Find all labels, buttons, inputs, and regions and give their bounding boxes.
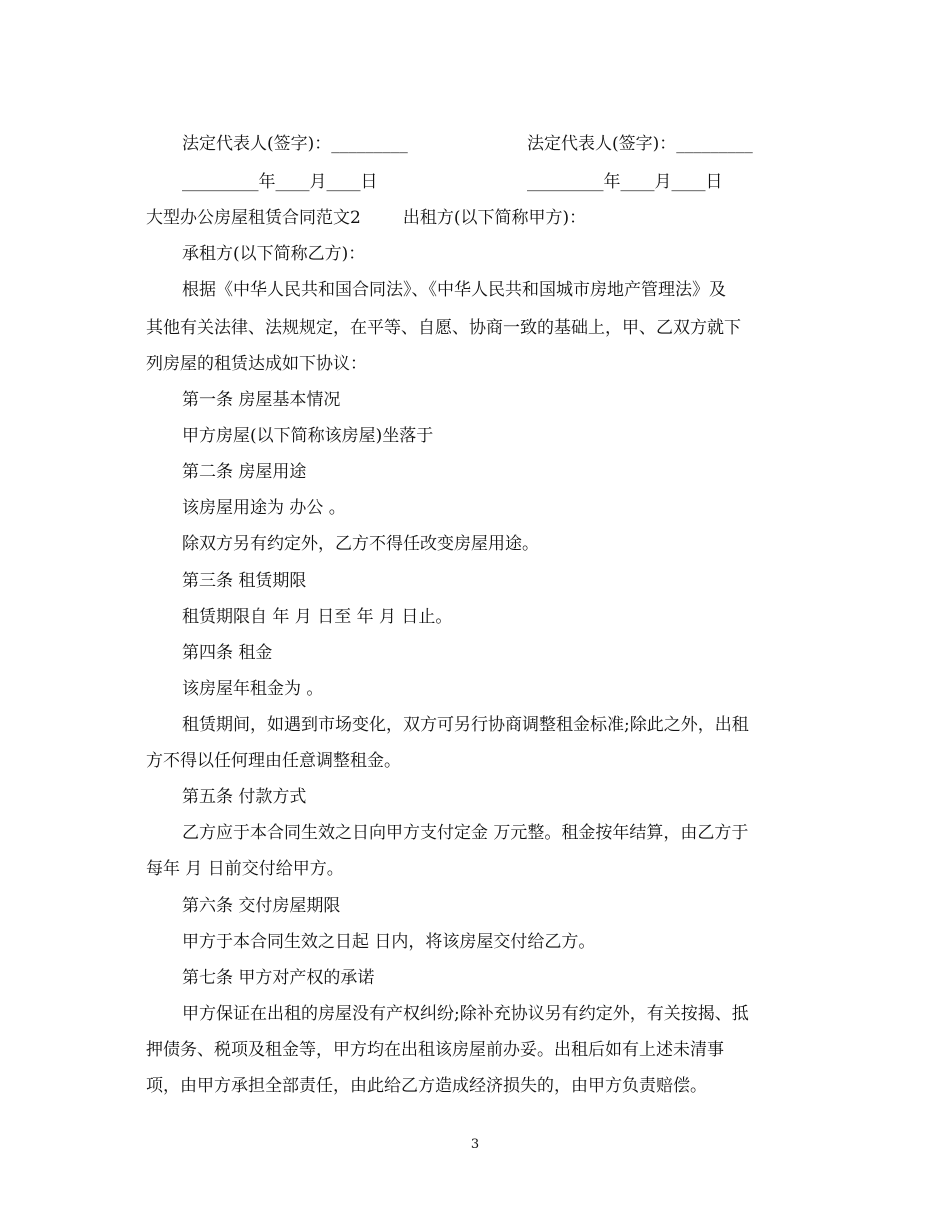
article-7-text-2: 押债务、税项及租金等，甲方均在出租该房屋前办妥。出租后如有上述未清事	[146, 1040, 724, 1060]
article-3-heading: 第三条 租赁期限	[182, 571, 307, 591]
article-1-text: 甲方房屋(以下简称该房屋)坐落于	[182, 426, 434, 446]
article-4-text-2: 租赁期间，如遇到市场变化，双方可另行协商调整租金标准;除此之外，出租	[182, 715, 749, 735]
preamble-line-2: 其他有关法律、法规规定，在平等、自愿、协商一致的基础上，甲、乙双方就下	[146, 318, 741, 338]
left-legal-representative-signature: 法定代表人(签字)：_________	[182, 134, 408, 154]
contract-heading-line	[146, 207, 810, 229]
article-5-text-2: 每年 月 日前交付给甲方。	[146, 859, 344, 879]
page-number: 3	[470, 1137, 480, 1152]
right-signature-date: _________年____月____日	[527, 172, 723, 192]
article-1-heading: 第一条 房屋基本情况	[182, 390, 341, 410]
lessee-label: 承租方(以下简称乙方)：	[182, 244, 366, 264]
right-legal-representative-signature: 法定代表人(签字)：_________	[527, 134, 753, 154]
preamble-line-3: 列房屋的租赁达成如下协议：	[146, 354, 367, 374]
preamble-line-1: 根据《中华人民共和国合同法》、《中华人民共和国城市房地产管理法》及	[182, 280, 726, 300]
article-7-text-1: 甲方保证在出租的房屋没有产权纠纷;除补充协议另有约定外，有关按揭、抵	[182, 1004, 749, 1024]
contract-title: 大型办公房屋租赁合同范文2	[146, 208, 361, 228]
article-4-text-1: 该房屋年租金为 。	[182, 679, 324, 699]
article-7-text-3: 项，由甲方承担全部责任，由此给乙方造成经济损失的，由甲方负责赔偿。	[146, 1076, 707, 1096]
article-4-heading: 第四条 租金	[182, 643, 273, 663]
article-2-text-2: 除双方另有约定外，乙方不得任改变房屋用途。	[182, 534, 539, 554]
left-signature-date: _________年____月____日	[182, 172, 378, 192]
article-7-heading: 第七条 甲方对产权的承诺	[182, 968, 375, 988]
article-4-text-3: 方不得以任何理由任意调整租金。	[146, 751, 401, 771]
article-5-text-1: 乙方应于本合同生效之日向甲方支付定金 万元整。租金按年结算，由乙方于	[182, 823, 749, 843]
article-6-heading: 第六条 交付房屋期限	[182, 896, 341, 916]
article-5-heading: 第五条 付款方式	[182, 787, 307, 807]
lessor-label: 出租方(以下简称甲方)：	[402, 208, 587, 228]
article-3-text: 租赁期限自 年 月 日至 年 月 日止。	[182, 607, 453, 627]
article-6-text: 甲方于本合同生效之日起 日内，将该房屋交付给乙方。	[182, 932, 596, 952]
article-2-heading: 第二条 房屋用途	[182, 462, 307, 482]
article-2-text-1: 该房屋用途为 办公 。	[182, 498, 346, 518]
